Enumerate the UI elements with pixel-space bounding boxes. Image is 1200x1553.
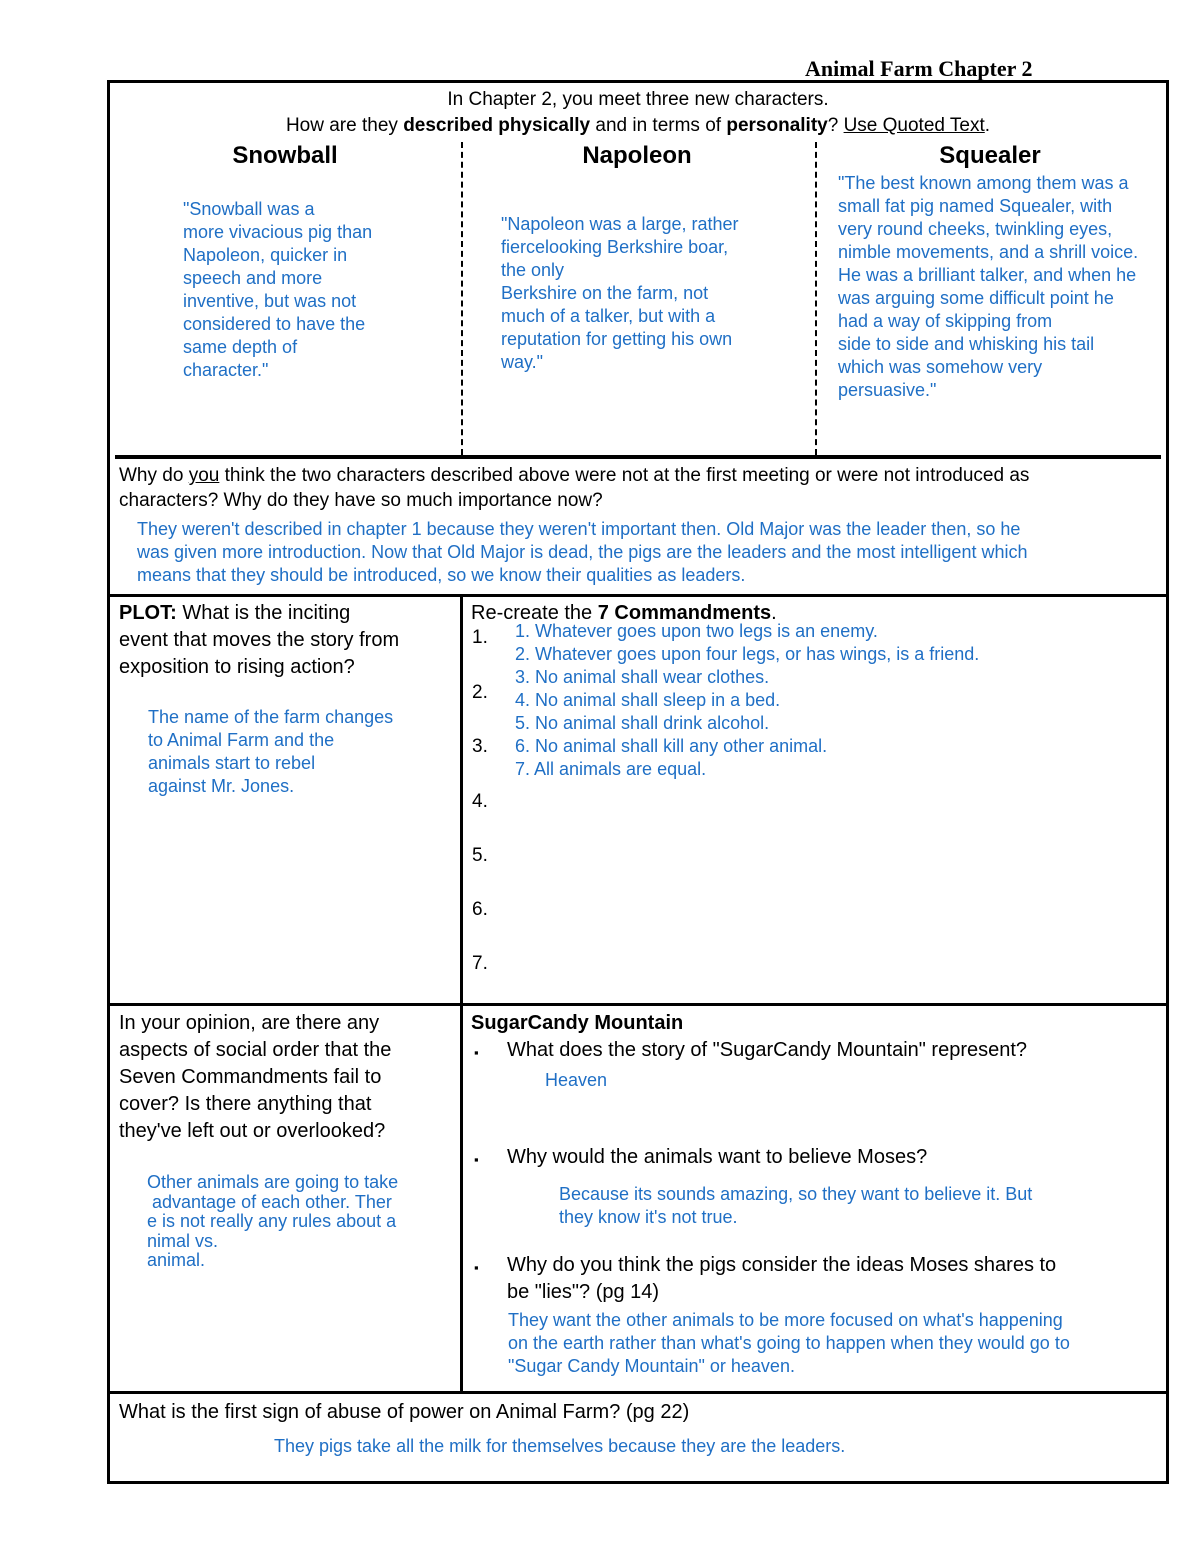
intro-line-1: In Chapter 2, you meet three new characters. bbox=[447, 89, 829, 110]
sugarcandy-question-1: What does the story of "SugarCandy Mountain" represent? bbox=[507, 1039, 1028, 1061]
social-order-question: In your opinion, are there any aspects of social order that the Seven Commandments fail to cover? Is there anything that they've left out or overlooked? bbox=[119, 1012, 392, 1142]
divider-why bbox=[107, 594, 1169, 597]
commandment-number-4: 4. bbox=[472, 791, 488, 812]
commandment-6: 6. No animal shall kill any other animal. bbox=[515, 736, 828, 756]
character-name-napoleon: Napoleon bbox=[582, 142, 692, 169]
dashed-divider-1 bbox=[461, 142, 463, 455]
commandment-number-7: 7. bbox=[472, 953, 488, 974]
commandment-4: 4. No animal shall sleep in a bed. bbox=[515, 690, 781, 710]
plot-answer: The name of the farm changes to Animal Farm and the animals start to rebel against Mr. Jones. bbox=[148, 707, 394, 796]
commandments-answer bbox=[515, 620, 1155, 781]
abuse-answer: They pigs take all the milk for themselves because they are the leaders. bbox=[274, 1436, 846, 1456]
commandment-2: 2. Whatever goes upon four legs, or has wings, is a friend. bbox=[515, 644, 980, 664]
commandment-number-5: 5. bbox=[472, 845, 488, 866]
sugarcandy-answer-3: They want the other animals to be more focused on what's happening on the earth rather than what's going to happen when they would go to "Sugar Candy Mountain" or heaven. bbox=[508, 1310, 1070, 1376]
divider-plot bbox=[107, 1003, 1169, 1006]
why-question: Why do you think the two characters described above were not at the first meeting or were not introduced as characters? Why do they have so much importance now? bbox=[119, 465, 1030, 511]
character-name-squealer: Squealer bbox=[939, 142, 1041, 169]
commandment-number-3: 3. bbox=[472, 736, 488, 757]
abuse-question: What is the first sign of abuse of power on Animal Farm? (pg 22) bbox=[119, 1401, 690, 1423]
commandment-3: 3. No animal shall wear clothes. bbox=[515, 667, 770, 687]
snowball-quote: "Snowball was a more vivacious pig than Napoleon, quicker in speech and more inventive, but was not considered to have the same depth of character." bbox=[183, 199, 373, 380]
intro-line-2: How are they described physically and in terms of personality? Use Quoted Text. bbox=[285, 115, 991, 136]
divider-sugarcandy bbox=[107, 1391, 1169, 1394]
commandment-number-1: 1. bbox=[472, 627, 488, 648]
commandments-heading: Re-create the 7 Commandments. bbox=[471, 602, 777, 624]
column-divider bbox=[460, 594, 463, 1393]
sugarcandy-heading: SugarCandy Mountain bbox=[471, 1012, 684, 1034]
sugarcandy-answer-1: Heaven bbox=[545, 1070, 608, 1090]
sugarcandy-answer-2: Because its sounds amazing, so they want to believe it. But they know it's not true. bbox=[559, 1184, 1033, 1227]
bullet-icon: ▪ bbox=[474, 1045, 479, 1060]
sugarcandy-question-2: Why would the animals want to believe Moses? bbox=[507, 1146, 928, 1168]
plot-question: PLOT: What is the inciting event that moves the story from exposition to rising action? bbox=[119, 602, 400, 678]
napoleon-quote: "Napoleon was a large, rather fiercelooking Berkshire boar, the only Berkshire on the farm, not much of a talker, but with a reputation for getting his own way." bbox=[501, 214, 739, 372]
character-name-snowball: Snowball bbox=[232, 142, 338, 169]
commandment-7: 7. All animals are equal. bbox=[515, 759, 707, 779]
bullet-icon: ▪ bbox=[474, 1152, 479, 1167]
dashed-divider-2 bbox=[815, 142, 817, 455]
bullet-icon: ▪ bbox=[474, 1260, 479, 1275]
commandment-1: 1. Whatever goes upon two legs is an enemy. bbox=[515, 621, 878, 641]
commandment-number-2: 2. bbox=[472, 682, 488, 703]
social-order-answer: Other animals are going to take advantage of each other. Ther e is not really any rules about a nimal vs. animal. bbox=[147, 1172, 399, 1270]
why-answer: They weren't described in chapter 1 because they weren't important then. Old Major was the leader then, so he was given more introduction. Now that Old Major is dead, the pigs are the leaders and the most intelligent which means that they should be introduced, so we know their qualities as leaders. bbox=[137, 519, 1028, 585]
commandment-5: 5. No animal shall drink alcohol. bbox=[515, 713, 770, 733]
sugarcandy-question-3: Why do you think the pigs consider the ideas Moses shares to be "lies"? (pg 14) bbox=[507, 1254, 1057, 1303]
page-title: Animal Farm Chapter 2 bbox=[805, 56, 1033, 81]
squealer-quote: "The best known among them was a small fat pig named Squealer, with very round cheeks, twinkling eyes, nimble movements, and a shrill voice. He was a brilliant talker, and when he was arguing some difficult point he had a way of skipping from side to side and whisking his tail which was somehow very persuasive." bbox=[838, 173, 1139, 400]
commandment-number-6: 6. bbox=[472, 899, 488, 920]
divider-characters bbox=[115, 455, 1161, 459]
